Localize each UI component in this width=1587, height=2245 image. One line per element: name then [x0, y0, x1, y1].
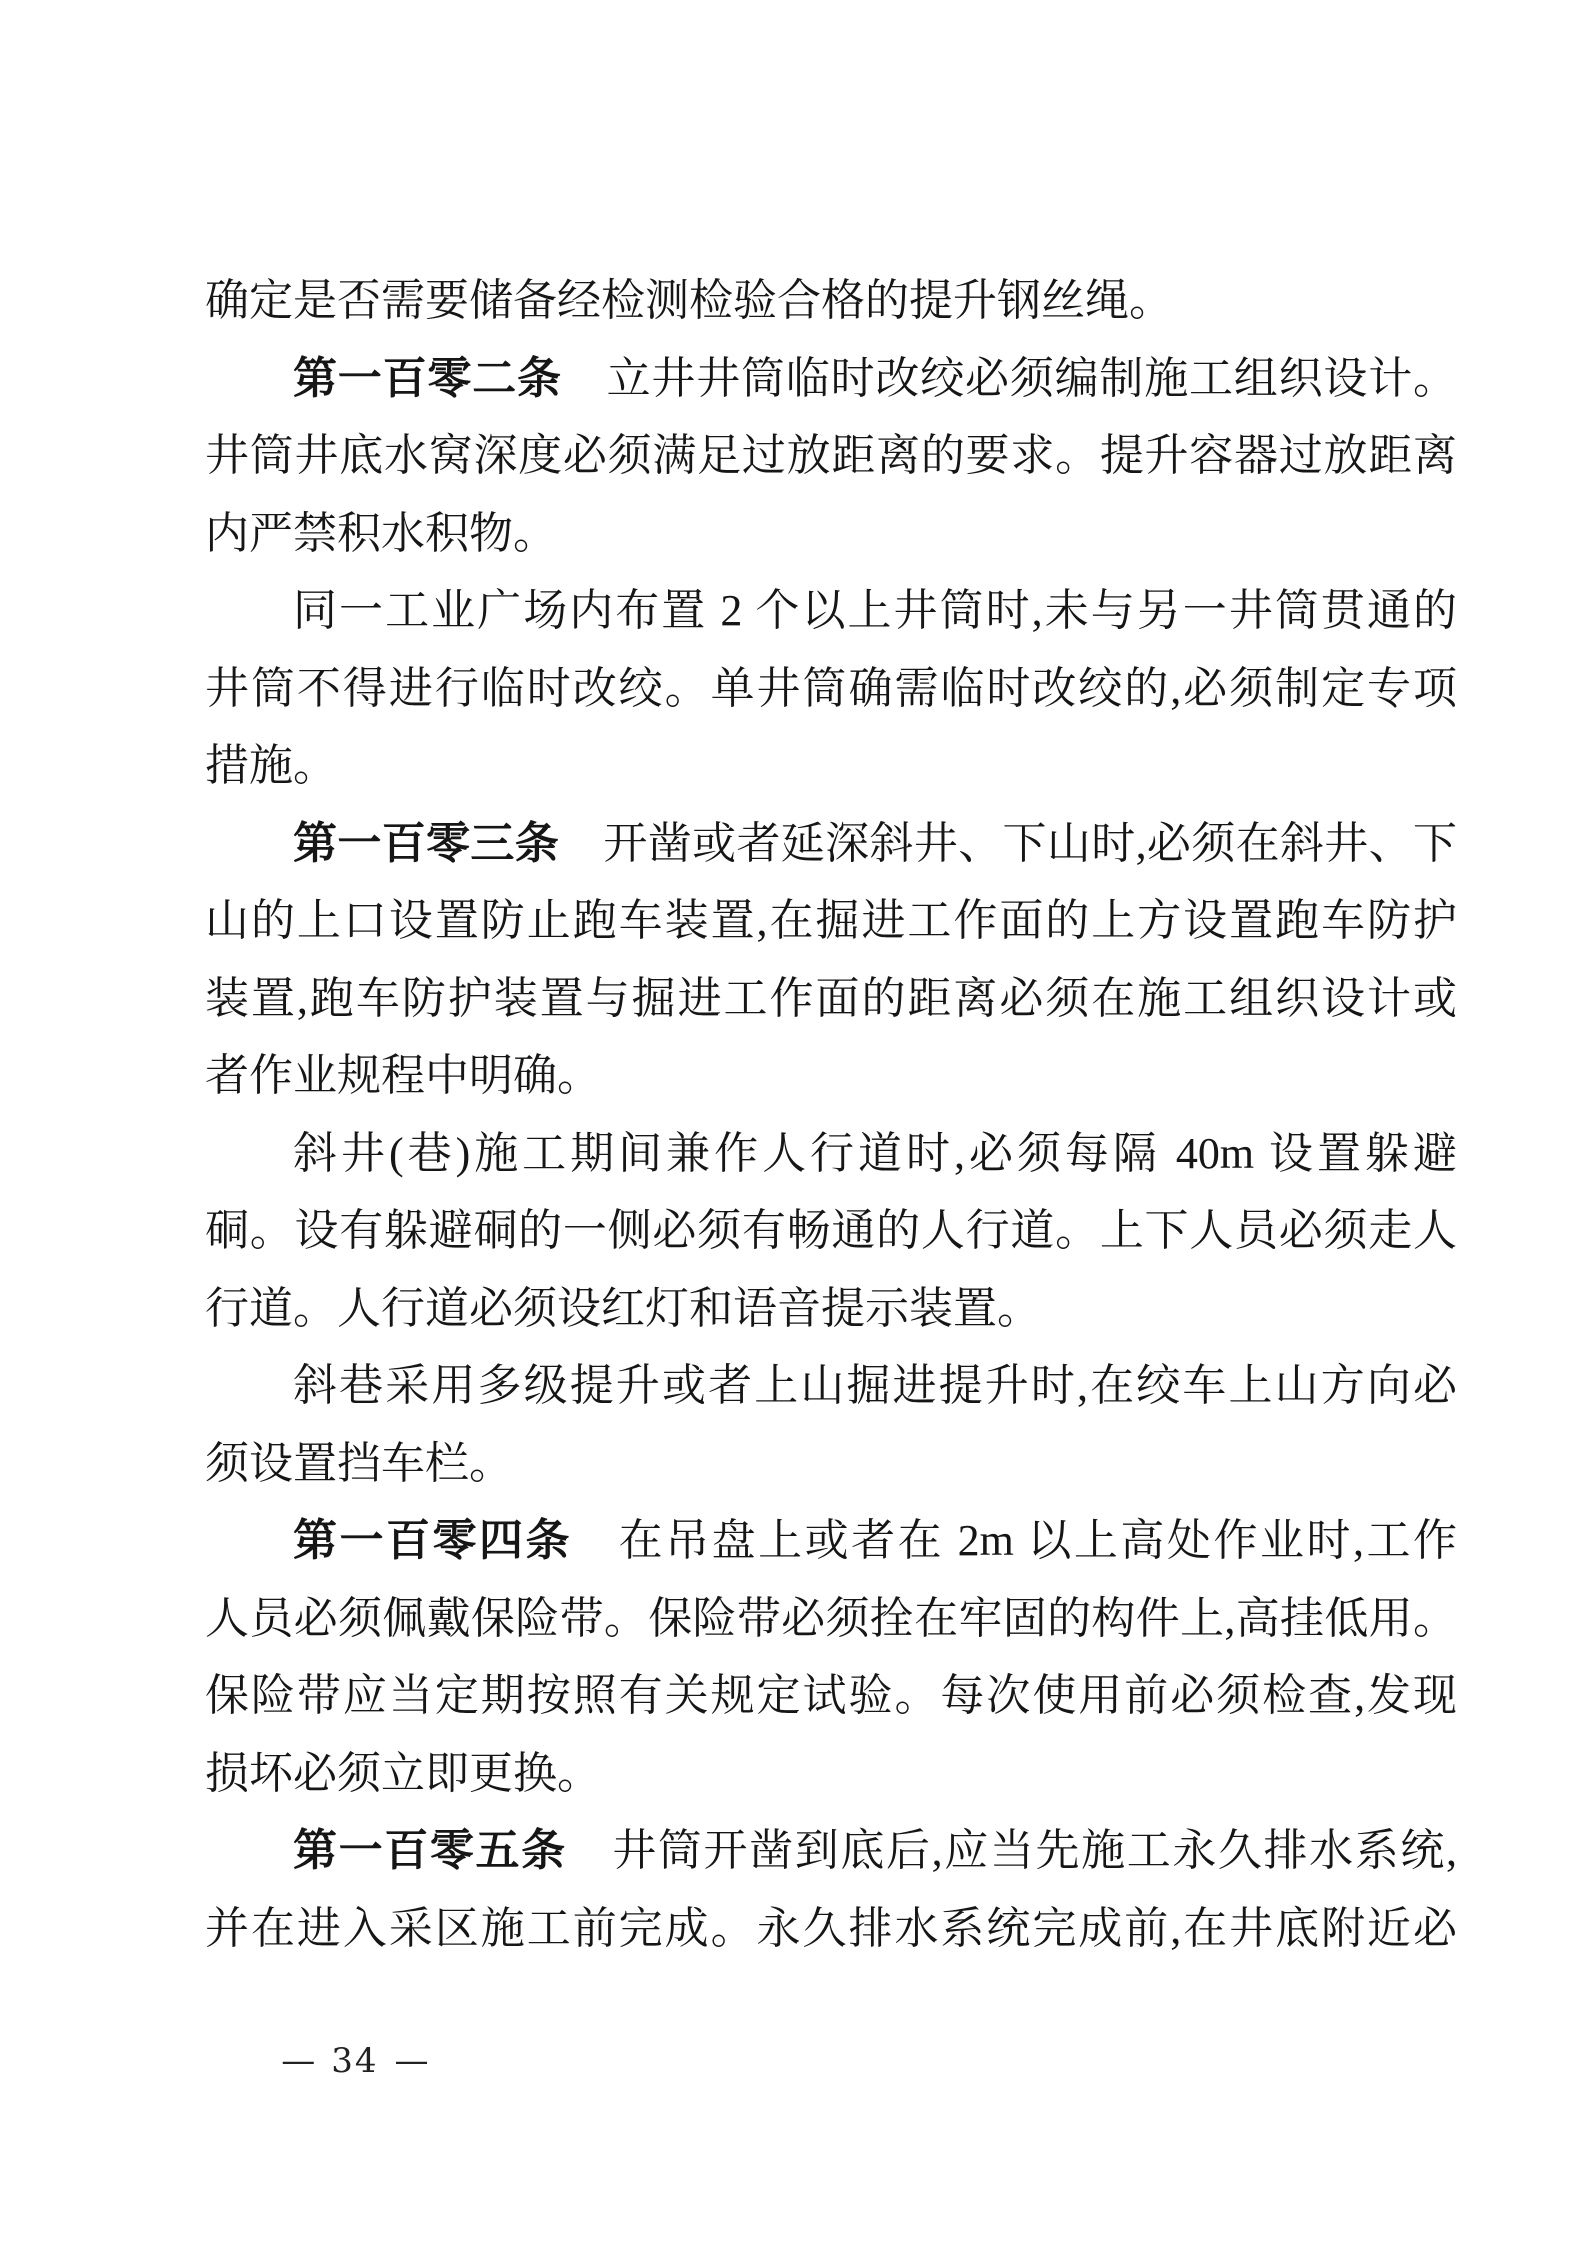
footer-dash-left: —: [281, 2041, 316, 2081]
article-heading-line: [205, 1502, 1457, 1580]
text-line: [205, 1890, 1457, 1968]
line-text: 同一工业广场内布置 2 个以上井筒时,未与另一井筒贯通的: [293, 586, 1457, 635]
article-number: 第一百零五条: [293, 1826, 567, 1875]
article-heading-line: [205, 805, 1457, 883]
text-line: [205, 650, 1457, 728]
line-text: 人员必须佩戴保险带。保险带必须拴在牢固的构件上,高挂低用。: [205, 1593, 1457, 1643]
document-body: [205, 262, 1457, 1967]
article-heading-line: [205, 340, 1457, 418]
line-text: 措施。: [205, 741, 337, 790]
article-number: 第一百零二条: [293, 353, 562, 403]
line-text: 斜巷采用多级提升或者上山掘进提升时,在绞车上山方向必: [293, 1361, 1457, 1410]
line-text: 须设置挡车栏。: [205, 1438, 513, 1488]
line-text: 者作业规程中明确。: [205, 1051, 601, 1100]
line-text: 确定是否需要储备经检测检验合格的提升钢丝绳。: [205, 276, 1173, 325]
text-line: [205, 1347, 1457, 1425]
text-line: [205, 727, 1457, 805]
line-text: 井筒井底水窝深度必须满足过放距离的要求。提升容器过放距离: [205, 431, 1457, 480]
text-line: [205, 882, 1457, 960]
article-number: 第一百零三条: [293, 818, 560, 868]
article-number: 第一百零四条: [293, 1516, 573, 1565]
line-text: 损坏必须立即更换。: [205, 1748, 601, 1798]
line-text: 山的上口设置防止跑车装置,在掘进工作面的上方设置跑车防护: [205, 896, 1457, 945]
line-text: 内严禁积水积物。: [205, 508, 557, 558]
line-text: 斜井(巷)施工期间兼作人行道时,必须每隔 40m 设置躲避: [293, 1128, 1457, 1178]
text-line: [205, 1580, 1457, 1658]
line-text: 行道。人行道必须设红灯和语音提示装置。: [205, 1283, 1041, 1333]
line-text: 硐。设有躲避硐的一侧必须有畅通的人行道。上下人员必须走人: [205, 1206, 1457, 1255]
line-text: 开凿或者延深斜井、下山时,必须在斜井、下: [603, 818, 1457, 868]
text-line: [205, 262, 1457, 340]
line-text: 立井井筒临时改绞必须编制施工组织设计。: [605, 353, 1458, 403]
footer-dash-right: —: [394, 2041, 429, 2081]
text-line: [205, 572, 1457, 650]
page-footer: [238, 1998, 429, 2124]
text-line: [205, 1657, 1457, 1735]
text-line: [205, 1425, 1457, 1503]
line-text: 并在进入采区施工前完成。永久排水系统完成前,在井底附近必: [205, 1903, 1457, 1953]
line-text: 在吊盘上或者在 2m 以上高处作业时,工作: [616, 1516, 1458, 1565]
line-text: 装置,跑车防护装置与掘进工作面的距离必须在施工组织设计或: [205, 973, 1457, 1023]
text-line: [205, 1192, 1457, 1270]
text-line: [205, 1735, 1457, 1813]
text-line: [205, 1115, 1457, 1193]
text-line: [205, 417, 1457, 495]
text-line: [205, 495, 1457, 573]
line-text: 井筒不得进行临时改绞。单井筒确需临时改绞的,必须制定专项: [205, 663, 1457, 713]
text-line: [205, 1037, 1457, 1115]
text-line: [205, 1270, 1457, 1348]
text-line: [205, 960, 1457, 1038]
line-text: 井筒开凿到底后,应当先施工永久排水系统,: [610, 1826, 1458, 1875]
article-heading-line: [205, 1812, 1457, 1890]
page-number: 34: [331, 2041, 379, 2081]
line-text: 保险带应当定期按照有关规定试验。每次使用前必须检查,发现: [205, 1671, 1457, 1720]
